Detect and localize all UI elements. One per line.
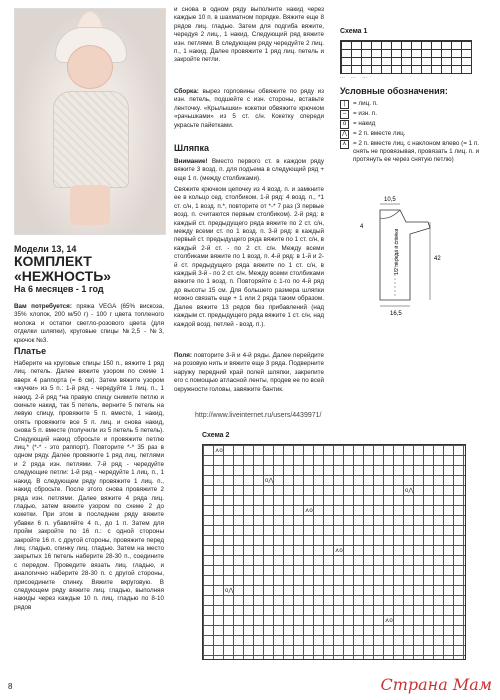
scheme1-grid	[340, 40, 472, 74]
pattern-diagram	[340, 190, 490, 320]
model-header	[14, 244, 164, 294]
brim-text: повторите 3-й и 4-й ряды. Далее перейдите на розовую нить и вяжите еще 3 ряда. Подверните наружу передний край полей шляпки, закрепите его с помощью атласной ленты, продев ее по всей окружности головы, завяжите бантик.	[174, 352, 324, 393]
legs-illustration	[70, 185, 110, 225]
assembly-text: вырез горловины обвяжите по ряду из изн. петель, подшейте с изн. стороны, вставьте ленточку. «Крылышки» кокетки обвяжите крючком «рачьшками» из 5 ст. с/н. Кокетку спереди украсьте пайетками.	[174, 88, 325, 129]
stitch-mark: о⋀	[265, 478, 274, 484]
stitch-mark: ⋏о	[385, 618, 393, 624]
legend-item-k2tog	[340, 130, 490, 139]
dress-heading: Платье	[14, 346, 47, 356]
materials-block	[14, 303, 164, 345]
stitch-mark: о⋀	[405, 488, 414, 494]
half-label: 1/2 переда и спинки	[394, 228, 400, 275]
legend-text: = накид	[353, 120, 376, 127]
top-dim: 10,5	[384, 197, 396, 203]
page-number: 8	[8, 682, 13, 691]
hat-heading: Шляпка	[174, 143, 209, 153]
legend-text: = лиц. п.	[353, 100, 378, 107]
assembly-block	[174, 88, 324, 130]
dress-illustration	[53, 91, 129, 188]
legend-text: = изн. п.	[353, 110, 377, 117]
legend-item-purl	[340, 110, 490, 119]
scheme1-numbers: ………	[340, 74, 373, 80]
k2tog-symbol: ⋀	[340, 130, 349, 139]
purl-symbol: –	[340, 110, 349, 119]
brim-label: Поля:	[174, 352, 192, 359]
legend-text: = 2 п. вместе лиц. с наклоном влево (= 1 п. снять не провязывая, провязать 1 лиц. п. и протянуть ее через снятую петлю)	[353, 140, 480, 163]
legend-text: = 2 п. вместе лиц.	[353, 130, 406, 137]
assembly-label: Сборка:	[174, 88, 199, 95]
scheme2-label: Схема 2	[202, 432, 230, 439]
legend-item-ssk	[340, 140, 490, 164]
materials-label: Вам потребуется:	[14, 303, 72, 310]
neckline	[380, 210, 400, 218]
dress-text-continued: и снова в одном ряду выполните накид через каждые 10 п. в шахматном порядке. Вяжите еще 8 рядов лиц. гладью. Затем для подгиба вяжите, чередуя 2 лиц., 1 накид. Следующий ряд вяжите изн. петлями. В следующем ряду чередуйте 2 лиц. п., 1 накид. Далее провяжите 1 ряд лиц. петель и закройте петли.	[174, 6, 324, 64]
hat-text: Свяжите крючком цепочку из 4 возд. п. и замкните ее в кольцо сед. столбиком. 1-й ряд: 4 возд. п., *1 ст. с/н, 1 возд. п.*, повторите от *-* 7 раз (3 первые возд. п. считаются первым столбиком). 2-й ряд: в каждый ст. предыдущего ряда вяжите по 2 ст. с/н, между всеми ст. по 1 возд. п. 3-й ряд: в каждый первый ст. предыдущего ряда вяжите по 1 ст. с/н, в каждый 2-й ст. - по 2 ст. с/н. Между всеми столбиками вяжите по 1 возд. п. 4-й ряд: в 1-й и 2-й ст. предыдущего ряда вяжите по 1 ст. с/н, в каждый 3-й - по 2 ст. с/н. Между всеми столбиками вяжите по 1 возд. п. Повторяйте с 1-го по 4-й ряд до высоты 15 см. Для большего размера шляпки можно связать еще + 1 или 2 ряда таким образом. Далее вяжите 13 рядов без прибавлений (над каждым ст. предыдущего ряда вяжите 1 ст. с/н, над каждой возд. петлей - возд. п.).	[174, 186, 324, 328]
brim-block	[174, 352, 324, 394]
stitch-mark: ⋏о	[305, 508, 313, 514]
knit-symbol: |	[340, 100, 349, 109]
scheme1-label: Схема 1	[340, 28, 368, 35]
yarnover-symbol: о	[340, 120, 349, 129]
stitch-mark: ⋏о	[215, 448, 223, 454]
scheme2-grid	[202, 444, 466, 660]
materials-text: пряжа VEGA (65% вискоза, 35% хлопок, 200 м/50 г) - 100 г цвета топленого молока и остатки светло-розового цвета (для отделки шляпки), круговые спицы №2,5 - №3, крючок №3.	[14, 303, 165, 344]
watermark-logo: Страна Мам	[380, 675, 492, 694]
stitch-mark: о⋀	[225, 588, 234, 594]
model-size: На 6 месяцев - 1 год	[14, 284, 104, 294]
sleeve-dim: 4	[360, 224, 364, 230]
attention-block	[174, 158, 324, 183]
attention-label: Внимание!	[174, 158, 208, 165]
attention-text: Вместо первого ст. в каждом ряду вяжите 3 возд. п. для подъема в следующий ряд + еще 1 п. (между столбиками).	[174, 158, 324, 182]
stitch-mark: ⋏о	[335, 548, 343, 554]
pattern-outline	[380, 210, 430, 300]
height-dim: 42	[434, 256, 441, 262]
face-illustration	[67, 45, 113, 89]
legend	[340, 86, 490, 165]
model-name: КОМПЛЕКТ «НЕЖНОСТЬ»	[14, 253, 112, 284]
bottom-dim: 16,5	[390, 311, 402, 317]
source-url[interactable]: http://www.liveinternet.ru/users/4439971/	[195, 412, 322, 419]
dress-text: Наберите на круговые спицы 150 п., вяжите 1 ряд лиц. петель. Далее вяжите узором по схеме 1 вверх 4 раппорта (= 6 см). Затем вяжите узором «жучки» из 5 п.: 1-й ряд - чередуйте 1 лиц. п., 1 накид. 2-й ряд *на правую спицу снимите петлю и скиньте накид, так 5 петель, верните 5 петель на левую спицу, провяжите 5 п. вместе, 1 накид, опять провяжите все 5 п. лиц. и снова накид, снова 5 п. вместе (получили из 5 петель 5 петель). Следующий накид сбросьте и провяжите петлю лиц.* (*-* - это раппорт). Повторите *-* 35 раз в одном ряду. Далее провяжите 1 ряд лиц. петлями и 2 ряда изн. петлями. 7-й ряд - чередуйте следующие петли: 1-й ряд - чередуйте 1 лиц. п., 1 накид. В следующем ряду провяжите 1 лиц. п., накид сбросьте. После этого снова провяжите 2 ряда изн. петлями. Далее вяжите 4 ряда лиц. гладью, затем вяжите узором по схеме 2 до кокетки. При этом в последнем ряду вяжите убавки 6 п. убавляйте 4 п., до 1 п. Затем для пройм закройте по 16 п.: с одной стороны закройте 16 п. с другой стороны, провяжите перед лиц. гладью, спинку лиц. гладью. Затем на место закрытых 16 петель наберите 28-30 п., соедините с передом. Проведите вязать лиц. гладью, и аналогично наберите 28-30 п. с другой стороны, присоедините спинку. Вяжите вкруговую. В следующем ряду вяжите лиц. гладью, выполняя накиды через каждые 10 п. лиц. гладью по 8-10 рядов	[14, 360, 164, 611]
legend-heading: Условные обозначения:	[340, 86, 448, 96]
model-number: Модели 13, 14	[14, 244, 77, 254]
legend-item-knit	[340, 100, 490, 109]
ssk-symbol: ⋏	[340, 140, 349, 149]
legend-item-yarnover	[340, 120, 490, 129]
baby-photo	[14, 8, 166, 235]
